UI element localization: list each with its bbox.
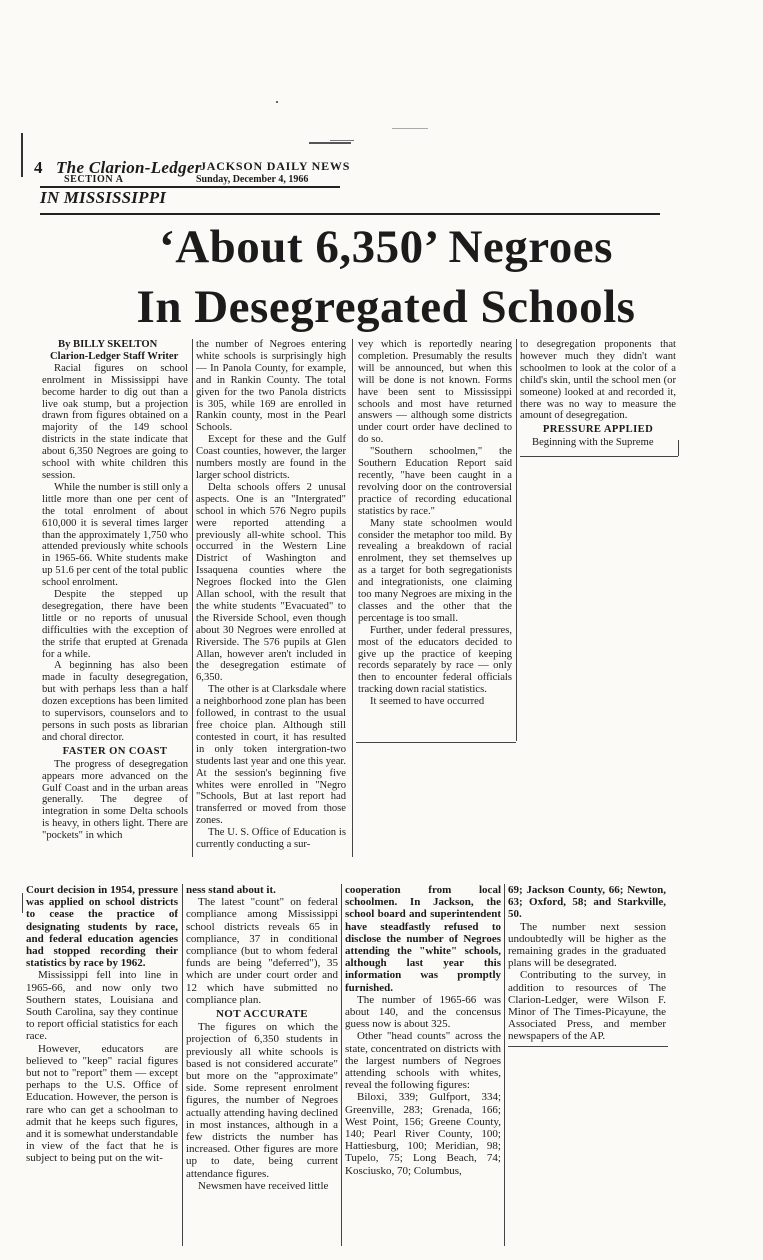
kicker: IN MISSISSIPPI [40,188,167,207]
column-rule [192,339,193,857]
clipping-edge-mark [21,133,23,177]
column-rule [352,339,353,857]
column-rule [678,440,679,456]
column-rule [504,884,505,1246]
page-number: 4 [34,158,43,177]
section-label: SECTION A [64,174,124,185]
paragraph: The progress of desegregation appears more advanced on the Gulf Coast and in the urban areas generally. The degree of integration in some Delta schools is heavy, in others light. There are "pockets" in which [42,758,188,842]
headline-line-1: ‘About 6,350’ Negroes [159,221,613,273]
article-column-1 [42,339,188,851]
paragraph: However, educators are believed to "keep" racial figures but not to "report" them — except perhaps to the U.S. Office of Education. However, the person is rare who can get a schoolman to admit that he keeps such figures, and it is somewhat understandable in view of the fact that he is subject to being put on the wit- [26,1042,178,1165]
paragraph: Court decision in 1954, pressure was applied on school districts to cease the practice of designating students by race, and federal education agencies had stopped recording their statistics by race by 1962. [26,884,178,970]
column-rule [341,884,342,1246]
paragraph: It seemed to have occurred [370,696,485,708]
clipping-mark [330,140,354,141]
article-column-3 [358,339,512,739]
continuation-column-2 [186,884,338,1246]
paragraph: The latest "count" on federal compliance among Mississippi school districts reveals 65 in compliance, 37 in conditional compliance (but to whom federal funds are being "deferred"), 35 which are under court order and 12 which have submitted no compliance plan. [186,896,338,1006]
masthead: The Clarion-Ledger [56,158,202,177]
paragraph: Further, under federal pressures, most of the educators decided to give up the practice of keeping records separately by race — only then to encounter federal officials tracking down racial statistics. [358,624,512,696]
paragraph: "Southern schoolmen," the Southern Education Report said recently, "have been caught in a revolving door on the controversial practice of recording educational statistics by race." [358,446,512,517]
continuation-column-4 [508,884,666,1044]
kicker-rule [40,213,660,215]
paragraph: The number next session undoubtedly will be higher as the remaining grades in the graduated plans will be desegrated. [508,920,666,970]
paragraph: cooperation from local schoolmen. In Jackson, the school board and superintendent have steadfastly refused to disclose the number of Negroes attending the "white" schools, although last year this information was promptly furnished. [345,884,501,994]
headline-line-2: In Desegregated Schools [136,281,636,333]
issue-date: Sunday, December 4, 1966 [196,174,309,185]
column-end-rule [356,742,516,743]
edit-mark [22,893,23,913]
paragraph: Racial figures on school enrolment in Mississippi have become harder to dig out than a live oak stump, but a projection drawn from figures obtained on a majority of the 149 school districts in the state indicate that about 6,350 Negroes are going to school with white children this session. [42,362,188,481]
paragraph: A beginning has also been made in faculty desegregation, but with perhaps less than a half dozen exceptions has been limited to supervisors, counselors and to persons in such posts as librarian and choral director. [42,660,188,743]
paragraph: Beginning with the Supreme [532,437,654,449]
paragraph: The other is at Clarksdale where a neighborhood zone plan has been followed, in contrast to the usual free choice plan. Although still contested in court, it has resulted in only token intergration-two students last year and one this year. At the session's beginning five whites were enrolled in "Negro "Schools, But at last report had transferred or moved from those zones. [196,684,346,827]
subhead: NOT ACCURATE [215,1008,309,1021]
continuation-column-3 [345,884,501,1246]
scan-mark [392,128,428,129]
staff-credit: Clarion-Ledger Staff Writer [50,350,179,362]
column-rule [182,884,183,1246]
article-column-4 [520,339,676,455]
paper-name: JACKSON DAILY NEWS [200,159,351,173]
column-rule [516,339,517,741]
subhead: FASTER ON COAST [62,745,168,757]
paragraph: 69; Jackson County, 66; Newton, 63; Oxford, 58; and Starkville, 50. [508,884,666,921]
paragraph: The figures on which the projection of 6,350 students in previously all white schools is based is not considered accurate" but more on the "approximate" side. Some represent enrolment figures, the number of Negroes actually attending having declined in most instances, although in a few districts the number has increased. Other figures are more up to date, being current attendance figures. [186,1021,338,1180]
paragraph: Despite the stepped up desegregation, there have been little or no reports of unusual difficulties with the exception of the strife that erupted at Grenada for a while. [42,589,188,660]
paragraph: vey which is reportedly nearing completion. Presumably the results will be announced, but when this will be done is not known. Forms have been sent to Mississippi schools and most have returned answers — although some districts under court order have declined to do so. [358,339,512,446]
paragraph: Newsmen have received little [198,1179,329,1192]
scan-speck [276,101,278,103]
paragraph: The U. S. Office of Education is currently conducting a sur- [196,827,346,851]
article-column-2 [196,339,346,851]
byline: By BILLY SKELTON [58,339,158,350]
column-end-rule [508,1046,668,1047]
continuation-column-1 [26,884,178,1246]
paragraph: Biloxi, 339; Gulfport, 334; Greenville, 283; Grenada, 166; West Point, 156; Greene County, 140; Pearl River County, 100; Hattiesburg, 100; Meridian, 98; Tupelo, 75; Long Beach, 74; Kosciusko, 70; Columbus, [345,1091,501,1177]
paragraph: to desegregation proponents that however much they didn't want schoolmen to look at the color of a child's skin, until the school men (or someone) looked at and recorded it, there was no way to measure the amount of desegregation. [520,339,676,422]
paragraph: Contributing to the survey, in addition to resources of The Clarion-Ledger, were Wilson F. Minor of The Times-Picayune, the Associated Press, and member newspapers of the AP. [508,969,666,1043]
paragraph: Except for these and the Gulf Coast counties, however, the larger numbers mostly are found in the larger school districts. [196,434,346,481]
subhead: PRESSURE APPLIED [542,424,654,436]
column-end-rule [520,456,678,457]
paragraph: ness stand about it. [186,884,276,896]
clipping-mark [309,142,351,144]
paragraph: Other "head counts" across the state, concentrated on districts with the largest numbers of Negroes attending schools with whites, reveal the following figures: [345,1030,501,1092]
paragraph: Many state schoolmen would consider the metaphor too mild. By revealing a breakdown of racial enrolment, they set themselves up as a target for both segregationists and integrationists, one claiming too many Negroes are mixing in the classes and the other that the percentage is too small. [358,517,512,624]
paragraph: Delta schools offers 2 unusal aspects. One is an "Intergrated" school in which 576 Negro pupils were reported attending a previously all-white school. This occurred in the Western Line District of Washington and Issaquena counties where the Negroes flocked into the Glen Allan school, with the result that the white students "Evacuated" to the Riverside School, even though about 30 Negroes were enrolled at Riverside. The 576 pupils at Glen Allan, however aren't included in the desegregation estimate of 6,350. [196,481,346,684]
paragraph: the number of Negroes entering white schools is surprisingly high — In Panola County, for example, and in Rankin County. The total given for the two Panola districts is 305, while 169 are enrolled in Rankin county, most in the Pearl Schools. [196,339,346,434]
paragraph: While the number is still only a little more than one per cent of the total enrolment of about 610,000 it is several times larger than the approximately 1,750 who attended previously white schools in 1965-66. White students make up 51.6 per cent of the total public school enrolment. [42,481,188,589]
paragraph: The number of 1965-66 was about 140, and the concensus guess now is about 325. [345,993,501,1031]
paragraph: Mississippi fell into line in 1965-66, and now only two Southern states, Louisiana and South Carolina, say they continue to report official statistics for each race. [26,969,178,1043]
